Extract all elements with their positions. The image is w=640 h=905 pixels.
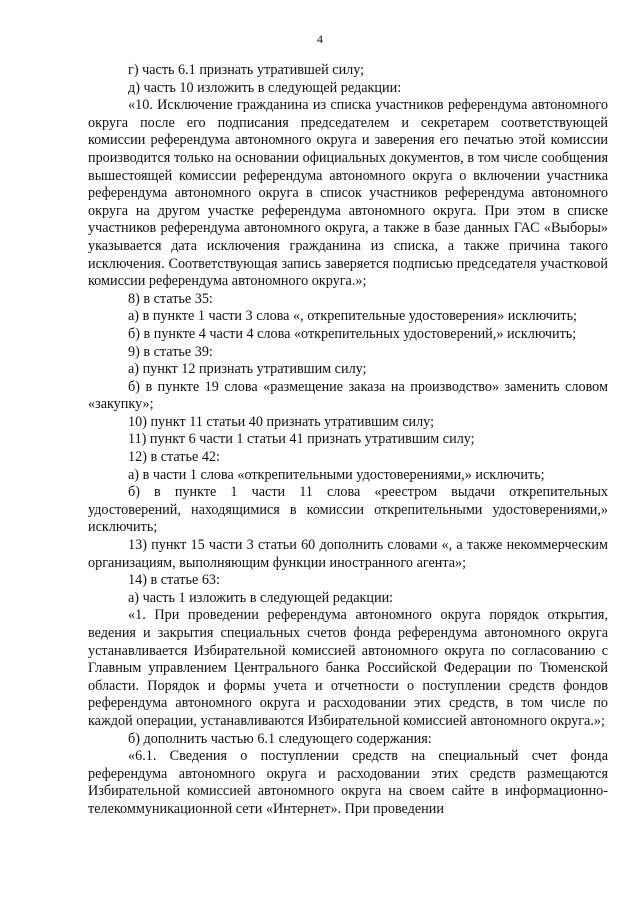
paragraph-item-12a: а) в части 1 слова «открепительными удостоверениями,» исключить; [128, 466, 545, 483]
paragraph-item-8: 8) в статье 35: [128, 290, 213, 307]
paragraph-4d: д) часть 10 изложить в следующей редакции: [128, 79, 402, 96]
paragraph-item-12: 12) в статье 42: [128, 449, 220, 466]
paragraph-part-10-text: «10. Исключение гражданина из списка участников референдума автономного округа после его подписания председателем и секретарем соответствующей комиссии референдума автономного округа и заверения его печатью этой комиссии производится только на основании официальных документов, в том числе сообщения вышестоящей комиссии референдума автономного округа о включении участника референдума автономного округа в список участников референдума автономного округа на другом участке референдума автономного округа. При этом в списке участников референдума автономного округа, а также в базе данных ГАС «Выборы» указывается дата исключения гражданина из списка, а также причина такого исключения. Соответствующая запись заверяется подписью председателя участковой комиссии референдума автономного округа.»; [88, 97, 608, 290]
paragraph-item-11: 11) пункт 6 части 1 статьи 41 признать утратившим силу; [128, 431, 475, 448]
paragraph-item-12b: б) в пункте 1 части 11 слова «реестром выдачи открепительных удостоверений, находящимися в комиссии открепительными удостоверениями,» исключить; [88, 484, 608, 536]
document-body [88, 62, 608, 819]
paragraph-part-6-1-text: «6.1. Сведения о поступлении средств на специальный счет фонда референдума автономного округа и расходовании этих средств размещаются Избирательной комиссией автономного округа на своем сайте в информационно-телекоммуникационной сети «Интернет». При проведении [88, 748, 608, 817]
paragraph-part-1-text: «1. При проведении референдума автономного округа порядок открытия, ведения и закрытия специальных счетов фонда референдума автономного округа устанавливается Избирательной комиссией автономного округа по согласованию с Главным управлением Центрального банка Российской Федерации по Тюменской области. Порядок и формы учета и отчетности о поступлении средств фондов референдума автономного округа и расходовании этих средств, в том числе по каждой операции, устанавливаются Избирательной комиссией автономного округа.»; [88, 607, 608, 729]
paragraph-item-8b: б) в пункте 4 части 4 слова «открепительных удостоверений,» исключить; [128, 325, 577, 342]
paragraph-item-13: 13) пункт 15 части 3 статьи 60 дополнить словами «, а также некоммерческим организациям, выполняющим функции иностранного агента»; [88, 537, 608, 571]
paragraph-item-9: 9) в статье 39: [128, 343, 213, 360]
paragraph-item-9a: а) пункт 12 признать утратившим силу; [128, 361, 367, 378]
paragraph-item-8a: а) в пункте 1 части 3 слова «, открепительные удостоверения» исключить; [128, 308, 577, 325]
paragraph-item-14: 14) в статье 63: [128, 572, 220, 589]
page-number: 4 [317, 32, 323, 46]
paragraph-4g: г) часть 6.1 признать утратившей силу; [128, 62, 365, 78]
paragraph-item-9b: б) в пункте 19 слова «размещение заказа на производство» заменить словом «закупку»; [88, 378, 608, 413]
paragraph-item-10: 10) пункт 11 статьи 40 признать утратившим силу; [128, 413, 435, 430]
paragraph-item-14b: б) дополнить частью 6.1 следующего содержания: [128, 730, 432, 747]
paragraph-item-14a: а) часть 1 изложить в следующей редакции: [128, 589, 394, 606]
